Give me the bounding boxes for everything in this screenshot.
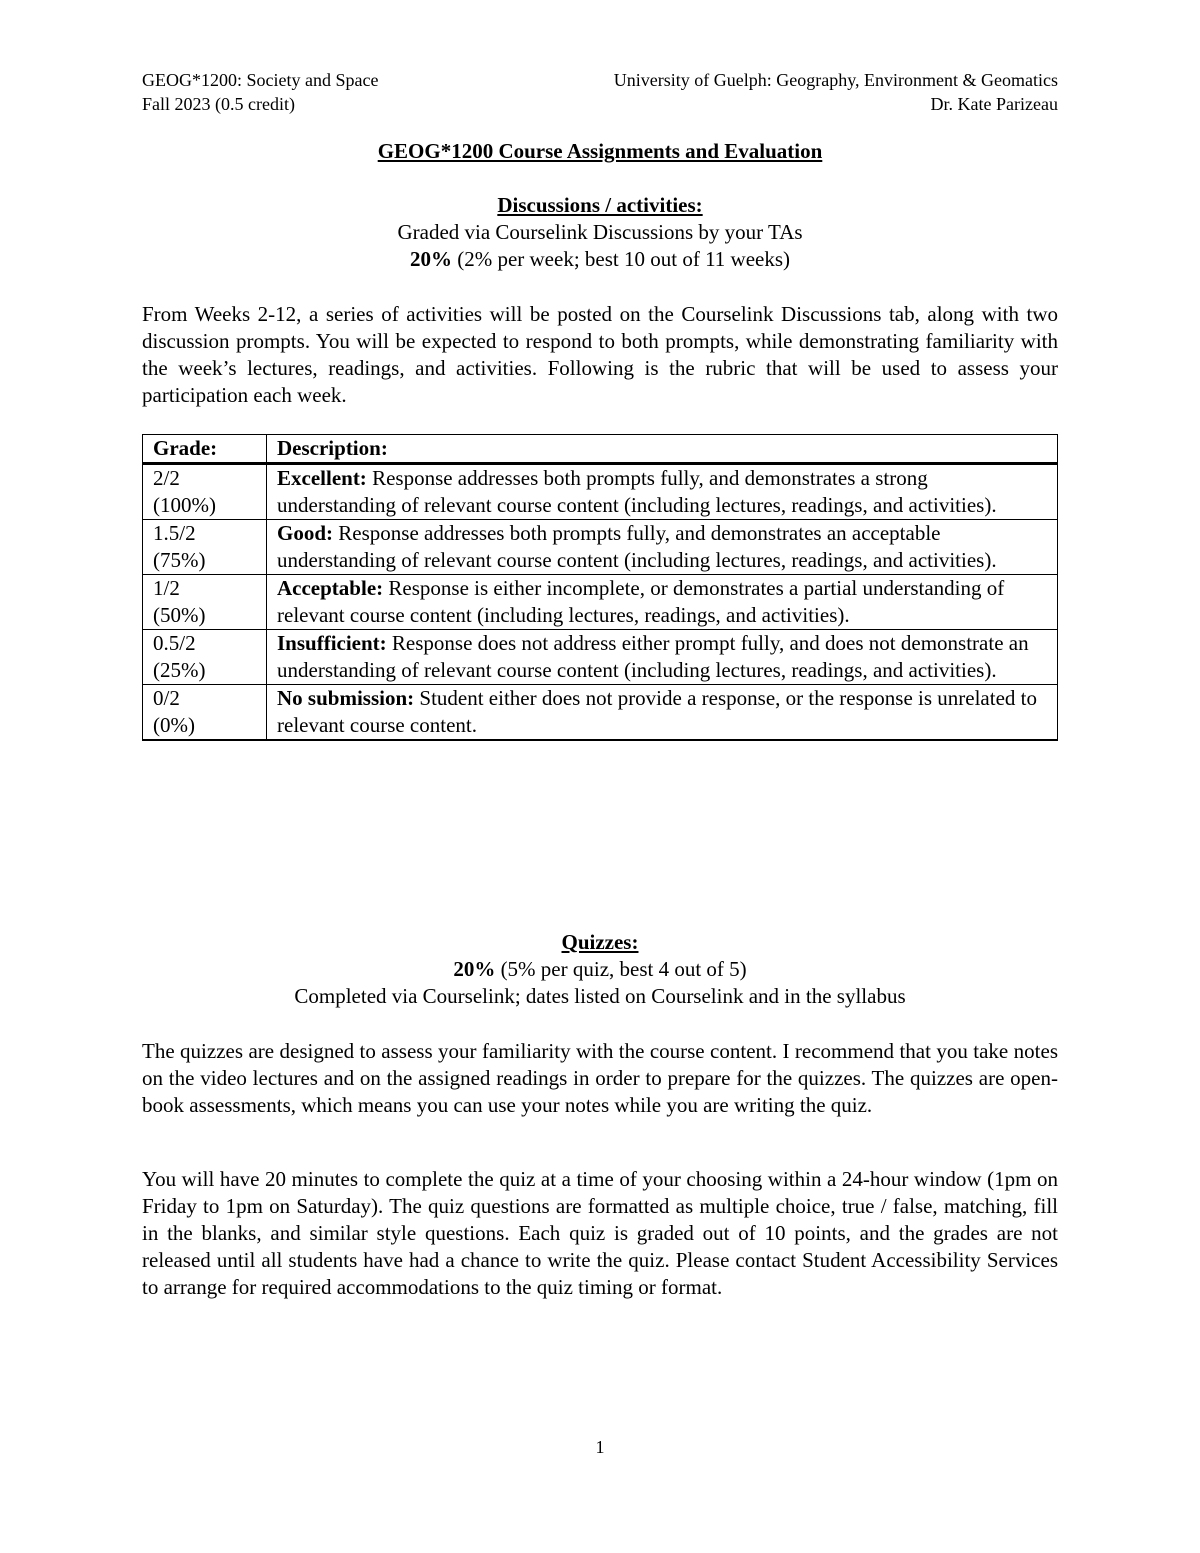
description-cell	[267, 464, 1058, 520]
description-label: Good:	[277, 521, 334, 545]
instructor-header: Dr. Kate Parizeau	[930, 94, 1058, 114]
term-header: Fall 2023 (0.5 credit)	[142, 94, 295, 114]
table-row	[143, 575, 1058, 630]
rubric-header-row	[143, 435, 1058, 464]
quizzes-heading: Quizzes:	[561, 930, 639, 954]
grade-value: 0/2	[153, 686, 180, 710]
table-row	[143, 685, 1058, 741]
page-header	[142, 68, 1058, 116]
grade-percent: (0%)	[153, 713, 195, 737]
university-header: University of Guelph: Geography, Environment & Geomatics	[613, 70, 1058, 90]
grade-cell	[143, 464, 267, 520]
description-label: Insufficient:	[277, 631, 387, 655]
grade-cell	[143, 520, 267, 575]
description-cell	[267, 630, 1058, 685]
grade-cell	[143, 630, 267, 685]
discussions-weight	[142, 246, 1058, 273]
quizzes-completed-via: Completed via Courselink; dates listed on Courselink and in the syllabus	[294, 984, 906, 1008]
quizzes-weight	[142, 956, 1058, 983]
quizzes-section-header	[142, 929, 1058, 1010]
description-label: Excellent:	[277, 466, 367, 490]
description-label: Acceptable:	[277, 576, 384, 600]
quizzes-paragraph-2: You will have 20 minutes to complete the quiz at a time of your choosing within a 24-hour window (1pm on Friday to 1pm on Saturday). The quiz questions are formatted as multiple choice, true / false, matching, fill in the blanks, and similar style questions. Each quiz is graded out of 10 points, and the grades are not released until all students have had a chance to write the quiz. Please contact Student Accessibility Services to arrange for required accommodations to the quiz timing or format.	[142, 1167, 1058, 1299]
description-text: Response addresses both prompts fully, and demonstrates a strong understanding of relevant course content (including lectures, readings, and activities).	[277, 466, 997, 517]
grade-column-header: Grade:	[143, 435, 267, 464]
table-row	[143, 630, 1058, 685]
description-text: Response is either incomplete, or demonstrates a partial understanding of relevant course content (including lectures, readings, and activities).	[277, 576, 1005, 627]
discussions-weight-details: (2% per week; best 10 out of 11 weeks)	[451, 247, 791, 271]
grade-percent: (25%)	[153, 658, 206, 682]
grade-percent: (100%)	[153, 493, 216, 517]
table-row	[143, 464, 1058, 520]
discussions-weight-percent: 20%	[409, 247, 452, 271]
grade-percent: (50%)	[153, 603, 206, 627]
quizzes-weight-details: (5% per quiz, best 4 out of 5)	[495, 957, 747, 981]
description-label: No submission:	[277, 686, 415, 710]
description-text: Student either does not provide a response, or the response is unrelated to relevant course content.	[277, 686, 1037, 737]
page-number: 1	[595, 1437, 605, 1457]
grade-cell	[143, 685, 267, 741]
description-text: Response does not address either prompt fully, and does not demonstrate an understanding of relevant course content (including lectures, readings, and activities).	[277, 631, 1029, 682]
quizzes-weight-percent: 20%	[453, 957, 496, 981]
grade-value: 0.5/2	[153, 631, 196, 655]
grade-value: 1/2	[153, 576, 180, 600]
description-cell	[267, 520, 1058, 575]
discussions-graded-by: Graded via Courselink Discussions by your TAs	[397, 220, 803, 244]
discussions-paragraph: From Weeks 2-12, a series of activities will be posted on the Courselink Discussions tab, along with two discussion prompts. You will be expected to respond to both prompts, while demonstrating familiarity with the week’s lectures, readings, and activities. Following is the rubric that will be used to assess your participation each week.	[142, 302, 1058, 407]
description-column-header: Description:	[267, 435, 1058, 464]
discussions-section-header	[142, 192, 1058, 273]
rubric-table	[142, 434, 1058, 741]
grade-percent: (75%)	[153, 548, 206, 572]
grade-value: 1.5/2	[153, 521, 196, 545]
document-title-block	[142, 138, 1058, 165]
document-page	[142, 0, 1058, 1553]
description-text: Response addresses both prompts fully, and demonstrates an acceptable understanding of relevant course content (including lectures, readings, and activities).	[277, 521, 997, 572]
grade-value: 2/2	[153, 466, 180, 490]
description-cell	[267, 575, 1058, 630]
course-code-header: GEOG*1200: Society and Space	[142, 70, 379, 90]
description-cell	[267, 685, 1058, 741]
quizzes-paragraph-1: The quizzes are designed to assess your familiarity with the course content. I recommend that you take notes on the video lectures and on the assigned readings in order to prepare for the quizzes. The quizzes are open-book assessments, which means you can use your notes while you are writing the quiz.	[142, 1039, 1058, 1117]
document-title: GEOG*1200 Course Assignments and Evaluation	[377, 139, 823, 163]
discussions-heading: Discussions / activities:	[497, 193, 703, 217]
table-row	[143, 520, 1058, 575]
grade-cell	[143, 575, 267, 630]
